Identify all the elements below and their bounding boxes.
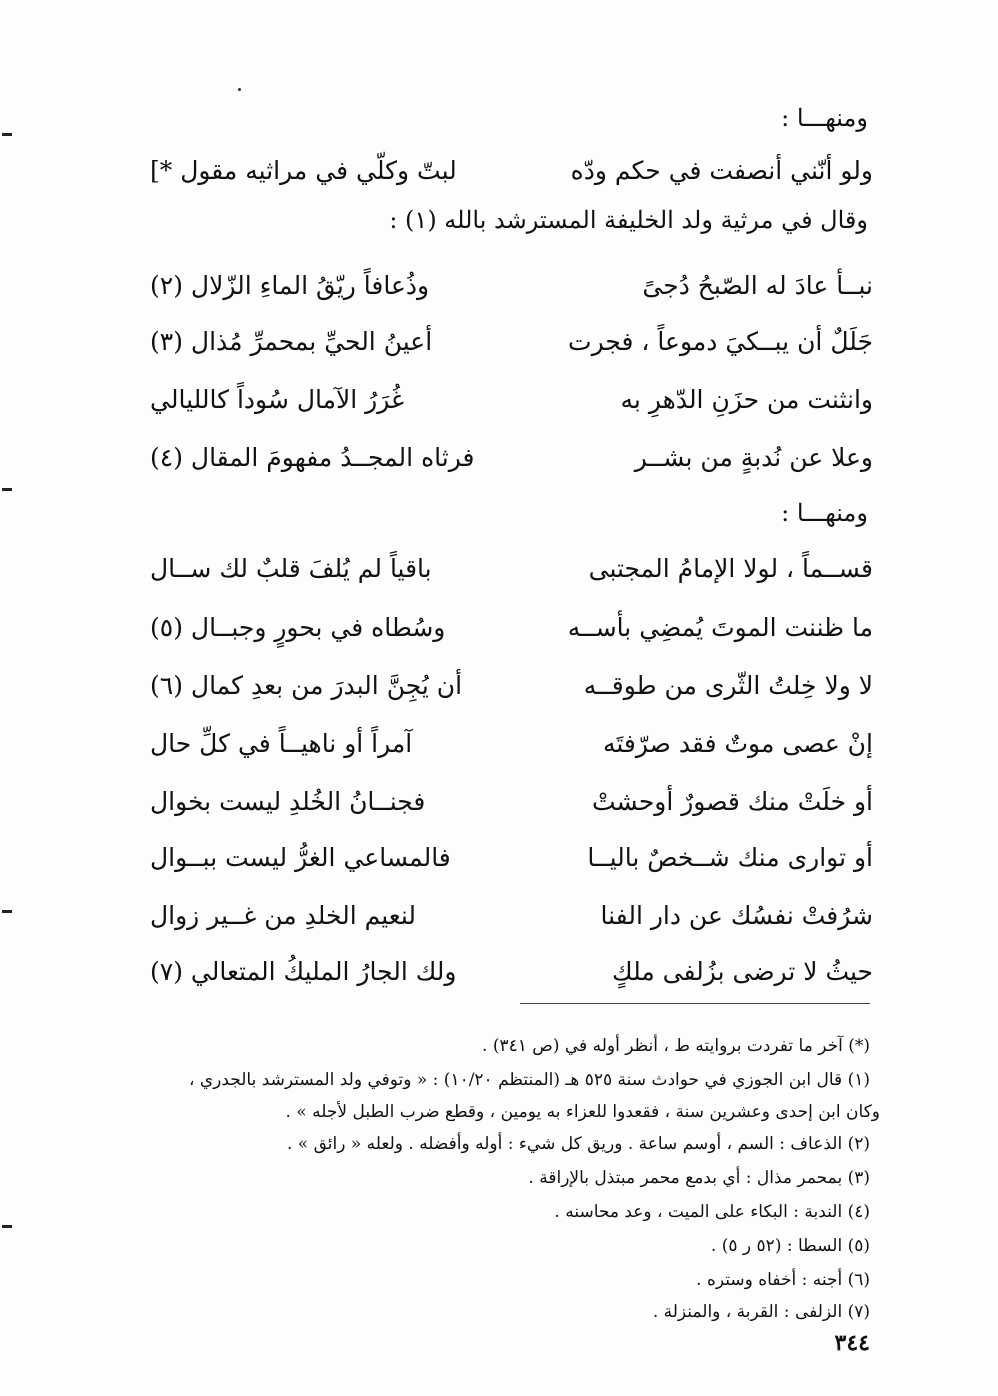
section-heading: وقال في مرثية ولد الخليفة المسترشد بالله (١) :: [389, 206, 868, 234]
verse-line: [150, 260, 873, 312]
verse-first-hemistich: قســماً ، لولا الإمامُ المجتبى: [588, 554, 873, 583]
verse-second-hemistich: لبتّ وكلّي في مراثيه مقول *]: [150, 156, 457, 185]
verse-second-hemistich: باقياً لم يُلفَ قلبٌ لك ســال: [150, 554, 432, 583]
verse-second-hemistich: أن يُجِنَّ البدرَ من بعدِ كمال (٦): [150, 671, 463, 700]
verse-first-hemistich: حيثُ لا ترضى بزُلفى ملكٍ: [612, 957, 873, 986]
verse-second-hemistich: غُرَرُ الآمال سُوداً كالليالي: [150, 385, 405, 414]
verse-line: [150, 890, 873, 942]
footnote: (٦) أجنه : أخفاه وستره .: [696, 1270, 870, 1290]
verse-line: [150, 946, 873, 998]
verse-first-hemistich: وعلا عن نُدبةٍ من بشــر: [634, 443, 873, 472]
verse-second-hemistich: لنعيم الخلدِ من غــير زوال: [150, 901, 417, 930]
verse-first-hemistich: شرُفتْ نفسُك عن دار الفنا: [600, 901, 873, 930]
verse-first-hemistich: ما ظننت الموتَ يُمضِي بأســه: [567, 613, 873, 642]
verse-first-hemistich: لا ولا خِلتُ الثّرى من طوقــه: [583, 671, 873, 700]
verse-first-hemistich: أو توارى منك شــخصٌ باليــا: [587, 843, 873, 872]
scan-mark: [2, 910, 12, 913]
section-intro: ومنهـــا :: [781, 104, 868, 132]
verse-second-hemistich: آمراً أو ناهيــاً في كلِّ حال: [150, 729, 413, 758]
verse-first-hemistich: نبــأ عادَ له الصّبحُ دُجىً: [642, 271, 873, 300]
footnote: (٣) بمحمر مذال : أي بدمع محمر مبتذل بالإراقة .: [528, 1168, 870, 1188]
scan-mark: [2, 488, 12, 491]
verse-second-hemistich: فالمساعي الغرُّ ليست ببــوال: [150, 843, 451, 872]
footnote: (٤) الندبة : البكاء على الميت ، وعد محاسنه .: [554, 1202, 870, 1222]
verse-first-hemistich: جَلَلٌ أن يبــكيَ دموعاً ، فجرت: [568, 327, 873, 356]
verse-line: [150, 145, 873, 197]
scan-mark: [2, 1225, 12, 1228]
verse-second-hemistich: وذُعافاً ريّقُ الماءِ الزّلال (٢): [150, 271, 430, 300]
page-number: ٣٤٤: [834, 1330, 870, 1356]
footnote: (٢) الذعاف : السم ، أوسم ساعة . وريق كل شيء : أوله وأفضله . ولعله « رائق » .: [286, 1134, 870, 1154]
verse-line: [150, 832, 873, 884]
verse-line: [150, 374, 873, 426]
footnote: (٥) السطا : (٥٢ ر ٥) .: [710, 1236, 870, 1256]
verse-line: [150, 543, 873, 595]
section-intro: ومنهـــا :: [781, 499, 868, 527]
verse-line: [150, 316, 873, 368]
footnote: (١) قال ابن الجوزي في حوادث سنة ٥٢٥ هـ (المنتظم ١٠/٢٠) : « وتوفي ولد المسترشد بالجدري ،: [188, 1070, 870, 1090]
verse-line: [150, 718, 873, 770]
footnote: (*) آخر ما تفردت بروايته ط ، أنظر أوله في (ص ٣٤١) .: [482, 1036, 870, 1056]
verse-line: [150, 660, 873, 712]
footnote-divider: [520, 1003, 870, 1004]
verse-line: [150, 776, 873, 828]
verse-line: [150, 432, 873, 484]
verse-first-hemistich: إنْ عصى موتٌ فقد صرّفتَه: [602, 729, 873, 758]
verse-second-hemistich: فرثاه المجــدُ مفهومَ المقال (٤): [150, 443, 475, 472]
verse-second-hemistich: ولك الجارُ المليكُ المتعالي (٧): [150, 957, 457, 986]
verse-first-hemistich: وانثنت من حزَنِ الدّهرِ به: [620, 385, 873, 414]
verse-line: [150, 602, 873, 654]
footnote: وكان ابن إحدى وعشرين سنة ، فقعدوا للعزاء به يومين ، وقطع ضرب الطبل لأجله » .: [285, 1102, 880, 1122]
verse-first-hemistich: أو خلَتْ منك قصورٌ أوحشتْ: [591, 787, 873, 816]
footnote: (٧) الزلفى : القربة ، والمنزلة .: [652, 1302, 870, 1322]
scan-mark: [2, 133, 12, 136]
verse-first-hemistich: ولو أنّني أنصفت في حكم ودّه: [570, 156, 873, 185]
verse-second-hemistich: فجنــانُ الخُلدِ ليست بخوال: [150, 787, 426, 816]
verse-second-hemistich: أعينُ الحيِّ بمحمرِّ مُذال (٣): [150, 327, 433, 356]
ink-dot: [238, 88, 241, 91]
verse-second-hemistich: وسُطاه في بحورٍ وجبــال (٥): [150, 613, 446, 642]
